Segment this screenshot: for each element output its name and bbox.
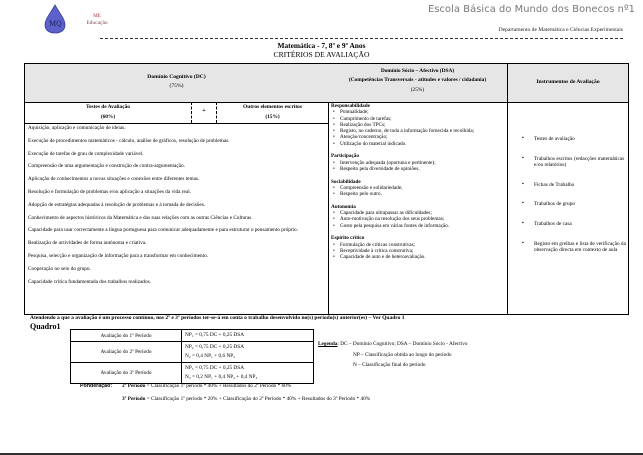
ministry-logo bbox=[80, 14, 114, 26]
instrument-item: ▪ Trabalhos de casa bbox=[522, 221, 626, 228]
quadro-formula: NP₃ = 0,75 DC + 0,25 DSA bbox=[185, 365, 245, 371]
dsa-item: • Respeito pelo outro. bbox=[331, 191, 505, 197]
dsa-group-title: Participação bbox=[331, 153, 359, 160]
dsa-item: • Pontualidade; bbox=[331, 109, 505, 115]
dc-header-weight: (75%) bbox=[169, 83, 184, 89]
tests-weight: (60%) bbox=[100, 114, 116, 120]
dsa-item: • Gosto pela pesquisa em várias fontes de informação. bbox=[331, 223, 505, 229]
ponderacao-p3-label: 3º Período bbox=[122, 395, 146, 402]
ponderacao-p2-label: 2º Período bbox=[122, 383, 146, 389]
dsa-item: • Formulação de críticas construtivas; bbox=[331, 242, 505, 248]
dsa-group-title: Espírito crítico bbox=[331, 235, 365, 242]
dsa-item: • Capacidade para ultrapassar as dificuldades; bbox=[331, 210, 505, 216]
plus-sign: + bbox=[202, 108, 206, 114]
dc-subheader bbox=[25, 102, 328, 124]
dsa-group bbox=[331, 204, 505, 229]
ponderacao bbox=[80, 380, 370, 405]
dsa-header-subtitle: (Competências Transversais - atitudes e valores / cidadania) bbox=[348, 77, 487, 83]
dc-item: Capacidade crítica fundamentada dos trabalhos realizados. bbox=[28, 278, 152, 285]
quadro-row bbox=[71, 342, 314, 363]
dsa-group bbox=[331, 179, 505, 198]
dsa-item: • Realização dos TPCs; bbox=[331, 122, 505, 128]
dsa-item: • Cumprimento de tarefas; bbox=[331, 116, 505, 122]
dc-item: Execução de tarefas de grau de complexidade variável. bbox=[28, 150, 144, 157]
school-logo-icon bbox=[44, 4, 66, 34]
quadro-period: Avaliação do 2º Período bbox=[71, 342, 182, 363]
legend-line-1: : DC – Domínio Cognitivo; DSA – Domínio Sócio - Afectivo bbox=[337, 341, 468, 347]
dsa-item: • Auto-motivação na resolução dos seus problemas; bbox=[331, 216, 505, 222]
dc-item: Adopção de estratégias adequadas à resolução de problemas e à tomada de decisões. bbox=[28, 201, 206, 208]
dsa-header bbox=[328, 64, 507, 103]
header-divider bbox=[100, 38, 623, 39]
legend-label: Legenda bbox=[318, 341, 338, 347]
quadro-formulas bbox=[182, 330, 314, 342]
ponderacao-label: Ponderação: bbox=[80, 383, 113, 389]
dsa-group bbox=[331, 235, 505, 260]
ponderacao-p2-text: = Classificação 1º período * 40% + Resultados do 2º Período * 60% bbox=[145, 383, 292, 389]
instrument-item: ▪ Testes de avaliação bbox=[522, 136, 626, 143]
document-title: Matemática - 7, 8º e 9º Anos bbox=[277, 41, 366, 50]
dc-item: Capacidade para usar correctamente a língua portuguesa para comunicar adequadamente e para estruturar o pensamento próprio. bbox=[28, 227, 298, 234]
plus-cell bbox=[192, 102, 217, 123]
dsa-group-title: Responsabilidade bbox=[331, 103, 370, 109]
dc-items-list bbox=[28, 125, 326, 291]
dsa-group bbox=[331, 103, 505, 147]
instruments-header bbox=[508, 64, 628, 103]
document-subtitle: CRITÉRIOS DE AVALIAÇÃO bbox=[273, 50, 370, 59]
dc-item: Resolução e formulação de problemas e/ou aplicação a situações da vida real. bbox=[28, 188, 191, 195]
dc-item: Aquisição, aplicação e comunicação de ideias. bbox=[28, 125, 126, 131]
other-title: Outros elementos escritos bbox=[243, 104, 302, 110]
quadro-formula: NP₁ = 0,75 DC + 0,25 DSA bbox=[185, 332, 245, 338]
dc-item: Execução de procedimentos matemáticos - cálculo, análise de gráficos, resolução de problemas. bbox=[28, 137, 230, 144]
criteria-table bbox=[24, 63, 629, 315]
dsa-group-title: Sociabilidade bbox=[331, 178, 361, 185]
dsa-item: • Receptividade à crítica construtiva; bbox=[331, 248, 505, 254]
dsa-header-weight: (25%) bbox=[410, 87, 425, 93]
instrument-item: ▪ Trabalhos de grupo bbox=[522, 201, 626, 208]
other-subheader bbox=[217, 102, 328, 123]
dsa-item: • Compreensão e solidariedade; bbox=[331, 185, 505, 191]
quadro-formulas bbox=[182, 342, 314, 363]
instruments-list bbox=[522, 136, 626, 267]
quadro-period: Avaliação do 3º Período bbox=[71, 363, 182, 384]
ministry-logo-top: ME bbox=[93, 14, 101, 19]
dc-item: Cooperação no seio do grupo. bbox=[28, 265, 91, 272]
dsa-item: • Utilização do material indicado. bbox=[331, 141, 505, 147]
dsa-item: • Intervenção adequada (oportuna e pertinente); bbox=[331, 160, 505, 166]
dsa-group bbox=[331, 153, 505, 172]
dc-item: Pesquisa, selecção e organização de informação para a transformar em conhecimento. bbox=[28, 252, 209, 259]
dc-item: Aplicação de conhecimentos a novas situações e conexões entre diferentes temas. bbox=[28, 176, 200, 183]
dc-item: Compreensão de uma argumentação e construção de contra-argumentação. bbox=[28, 163, 185, 170]
dsa-item: • Respeito pela diversidade de opiniões. bbox=[331, 166, 505, 172]
other-weight: (15%) bbox=[265, 114, 280, 120]
legend-line-2: NP – Classificação obtida ao longo do período bbox=[353, 351, 452, 358]
tests-subheader bbox=[25, 102, 192, 123]
dsa-item: • Capacidade de auto e de heteroavaliação. bbox=[331, 254, 505, 260]
legend bbox=[318, 339, 468, 371]
instruments-column bbox=[508, 64, 628, 314]
dsa-item: • Registo, no caderno, de toda a informação fornecida e recolhida; bbox=[331, 128, 505, 134]
dc-item: Realização de actividades de forma autónoma e criativa. bbox=[28, 240, 147, 247]
svg-text:MQ: MQ bbox=[49, 20, 62, 28]
quadro-table bbox=[70, 329, 314, 384]
dc-header bbox=[25, 64, 328, 103]
dc-column bbox=[25, 64, 329, 314]
tests-title: Testes de Avaliação bbox=[85, 104, 131, 110]
dsa-header-title: Domínio Sócio – Afectivo (DSA) bbox=[380, 68, 455, 74]
quadro-formula: N₂ = 0,4 NP₁ + 0,6 NP₂ bbox=[185, 353, 236, 359]
quadro-title: Quadro1 bbox=[30, 322, 61, 331]
dsa-groups bbox=[331, 103, 505, 267]
ministry-logo-bottom: Educação bbox=[86, 20, 108, 26]
instrument-item: ▪ Trabalhos escritos (redacções matemáticas e/ou relatórios) bbox=[522, 156, 626, 169]
quadro-formula: NP₂ = 0,75 DC + 0,25 DSA bbox=[185, 344, 245, 350]
dsa-group-title: Autonomia bbox=[331, 203, 356, 210]
dsa-column bbox=[328, 64, 508, 314]
quadro-row bbox=[71, 330, 314, 342]
legend-line-3: N – Classificação final do período bbox=[353, 362, 426, 368]
ponderacao-p3-text: = Classificação 1º período * 20% + Classificação do 2º Período * 40% + Resultados do 3º Período * 40% bbox=[145, 395, 371, 402]
dsa-item: • Atenção/concentração; bbox=[331, 134, 505, 140]
instrument-item: ▪ Fichas de Trabalho bbox=[522, 182, 626, 189]
dc-item: Conhecimento de aspectos históricos da Matemática e das suas relações com as outras Ciências e Culturas. bbox=[28, 214, 253, 221]
continuous-evaluation-note: Atendendo a que a avaliação é um processo contínuo, nos 2º e 3º períodos ter-se-á em conta o trabalho desenvolvido no(s) período(s) anterior(es) – Ver Quadro 1 bbox=[30, 315, 405, 321]
school-name: Escola Básica do Mundo dos Bonecos nº1 bbox=[428, 4, 635, 15]
department-name: Departamento de Matemática e Ciências Experimentais bbox=[498, 27, 623, 33]
quadro-formula: N₃ = 0,2 NP₁ + 0,4 NP₂ + 0,4 NP₃ bbox=[185, 374, 258, 380]
quadro-period: Avaliação do 1º Período bbox=[71, 330, 182, 342]
instruments-header-title: Instrumentos de Avaliação bbox=[536, 79, 600, 85]
instrument-item: ▪ Registo em grelhas e lista de verificação da observação directa em contexto de aula bbox=[522, 241, 626, 254]
dc-header-title: Domínio Cognitivo (DC) bbox=[147, 74, 206, 80]
